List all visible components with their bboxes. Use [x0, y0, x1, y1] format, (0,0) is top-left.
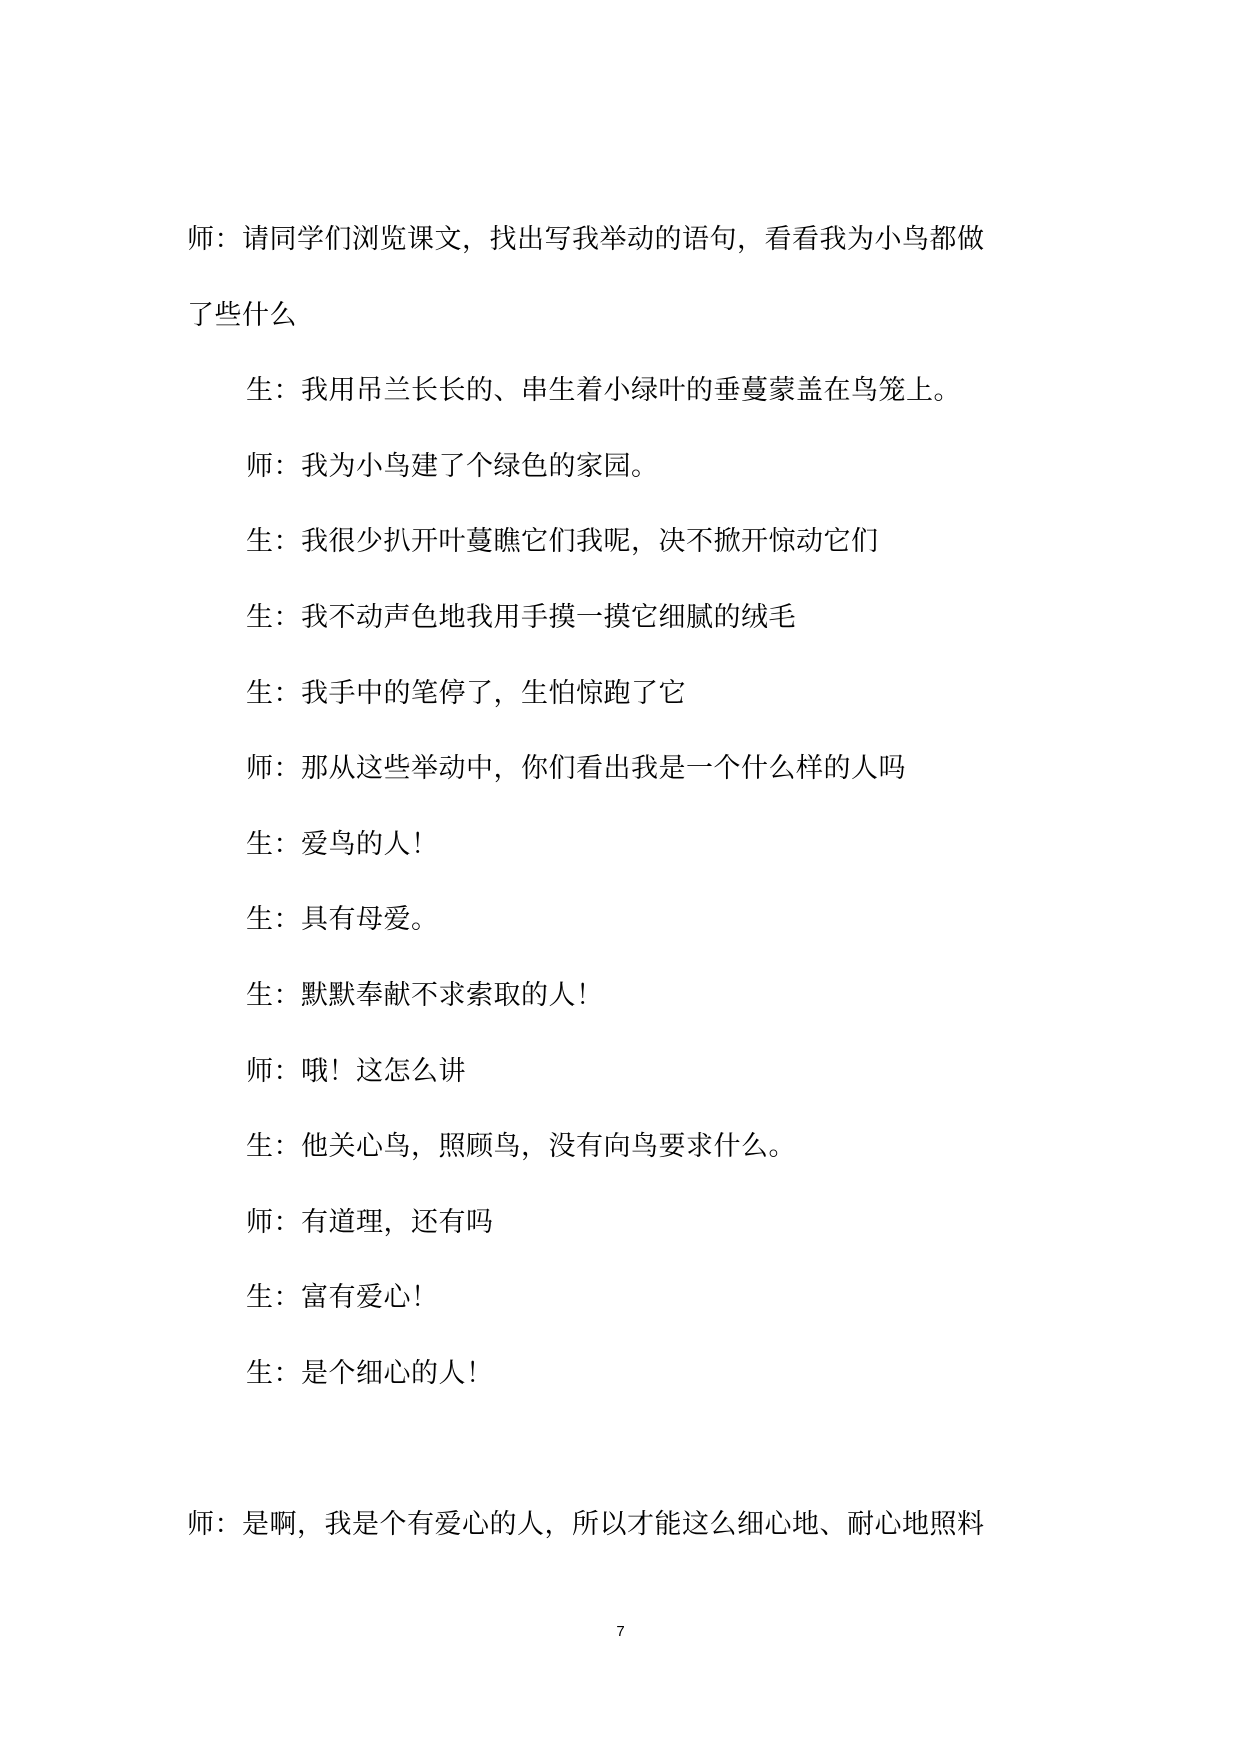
dialogue-line: 师：有道理，还有吗	[246, 1207, 494, 1238]
dialogue-line: 生：具有母爱。	[246, 904, 439, 935]
dialogue-line: 生：他关心鸟，照顾鸟，没有向鸟要求什么。	[246, 1131, 796, 1162]
page-number: 7	[616, 1623, 625, 1640]
dialogue-line: 了些什么	[187, 300, 297, 331]
dialogue-line: 师：是啊，我是个有爱心的人，所以才能这么细心地、耐心地照料	[187, 1509, 985, 1540]
dialogue-line: 生：默默奉献不求索取的人！	[246, 980, 604, 1011]
dialogue-line: 师：我为小鸟建了个绿色的家园。	[246, 451, 659, 482]
dialogue-line: 生：富有爱心！	[246, 1282, 439, 1313]
dialogue-line: 生：我手中的笔停了，生怕惊跑了它	[246, 678, 686, 709]
dialogue-line: 生：我很少扒开叶蔓瞧它们我呢，决不掀开惊动它们	[246, 526, 879, 557]
dialogue-line: 师：请同学们浏览课文，找出写我举动的语句，看看我为小鸟都做	[187, 224, 985, 255]
dialogue-line: 生：我不动声色地我用手摸一摸它细腻的绒毛	[246, 602, 796, 633]
dialogue-line: 生：是个细心的人！	[246, 1358, 494, 1389]
dialogue-line: 生：爱鸟的人！	[246, 829, 439, 860]
dialogue-line: 师：那从这些举动中，你们看出我是一个什么样的人吗	[246, 753, 906, 784]
dialogue-line: 生：我用吊兰长长的、串生着小绿叶的垂蔓蒙盖在鸟笼上。	[246, 375, 961, 406]
dialogue-line: 师：哦！这怎么讲	[246, 1056, 466, 1087]
